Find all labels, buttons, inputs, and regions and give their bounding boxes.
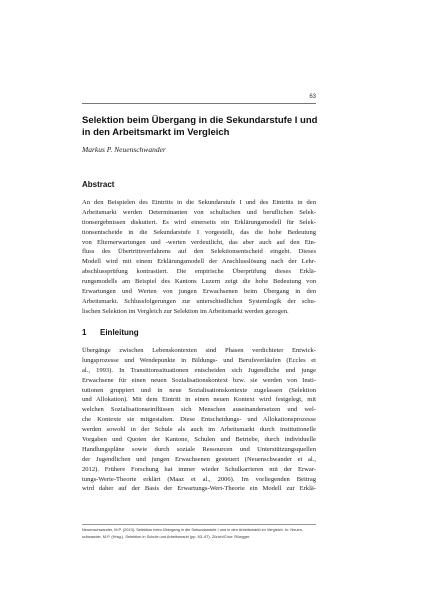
text-line: Handlungspläne sowie durch soziale Ressourcen und Unterstützungsquellen	[82, 445, 316, 453]
text-line: abschlussprüfung kontrastiert. Die empirische Überprüfung dieses Erklä-	[82, 268, 316, 276]
text-line: und Allokation). Mit dem Eintritt in einen neuen Kontext wird festgelegt, mit	[82, 396, 316, 404]
footnote-rule	[82, 524, 316, 525]
text-line: werden sowohl in der Schule als auch im Arbeitsmarkt durch institutionelle	[82, 426, 316, 434]
text-line: An den Beispielen des Eintritts in die Sekundarstufe I und des Eintritts in den	[82, 199, 316, 206]
text-line: lungsprozesse und Wendepunkte in Bildungs- und Berufsverläufen (Eccles et	[82, 356, 316, 364]
abstract-heading: Abstract	[82, 180, 115, 189]
title-line: in den Arbeitsmarkt im Vergleich	[82, 127, 230, 138]
text-line: Erwartungen und Werten von jungen Erwachsenen beim Übergang in den	[82, 288, 316, 296]
text-line: tutionen gruppiert und in neue Sozialisationskontexte zugelassen (Selektion	[82, 386, 316, 394]
text-line: tionsergebnissen diskutiert. Es wird einerseits ein Erklärungsmodell für Selek-	[82, 218, 316, 226]
section-number: 1	[82, 328, 87, 337]
text-line: Erwachsene für einen neuen Sozialisationskontext bzw. sie werden von Insti-	[82, 376, 316, 384]
text-line: Arbeitsmarkt. Schlussfolgerungen zur unterschiedlichen Systemlogik der schu-	[82, 297, 316, 305]
abstract-body	[82, 198, 316, 317]
text-line: che Kontexte sie mitgestalten. Diese Entscheidungs- und Allokationsprozesse	[82, 416, 316, 424]
text-line: wird daher auf der Basis der Erwartungs-Wert-Theorie ein Modell zur Erklä-	[82, 485, 316, 493]
title-line: Selektion beim Übergang in die Sekundarstufe I und	[82, 115, 318, 126]
footnote-line: schwander, M.P. (Hrsg.). Selektion in Schule und Arbeitsmarkt (pp. 63–97). Zürich/Chur: Rüegger.	[82, 533, 251, 539]
text-line: al., 1993). In Transitionssituationen entscheiden sich Jugendliche und junge	[82, 366, 316, 374]
text-line: lischen Selektion im Vergleich zur Selektion im Arbeitsmarkt werden gezogen.	[82, 307, 289, 315]
text-line: welchen Sozialisationseinflüssen sich Menschen auseinandersetzen und wel-	[82, 406, 316, 414]
text-line: 2012). Frühere Forschung hat immer wieder Schulkarrieren mit der Erwar-	[82, 465, 316, 473]
article-title	[82, 115, 322, 139]
author-name: Markus P. Neuenschwander	[82, 145, 166, 154]
section-heading	[82, 328, 139, 337]
section-title: Einleitung	[100, 328, 139, 337]
text-line: tungs-Werte-Theorie erklärt (Maaz et al., 2006). Im vorliegenden Beitrag	[82, 475, 316, 483]
text-line: Arbeitsmarkt werden Determinanten von schulischen und beruflichen Selek-	[82, 208, 316, 216]
text-line: Modell wird mit einem Erklärungsmodell der Anschlusslösung nach der Lehr-	[82, 258, 316, 266]
text-line: von Elternerwartungen und -werten verdeutlicht, das aber auch auf den Ein-	[82, 238, 316, 246]
header-rule	[82, 103, 316, 104]
text-line: tionsentscheide in die Sekundarstufe I vorgestellt, das die hohe Bedeutung	[82, 228, 316, 236]
text-line: rungsmodells am Beispiel des Kantons Luzern zeigt die hohe Bedeutung von	[82, 278, 316, 286]
text-line: fluss des Übertrittsverfahrens auf den Selektionsentscheid eingeht. Dieses	[82, 248, 316, 256]
footnote-line: Neuenschwander, M.P. (2013). Selektion beim Übergang in die Sekundarstufe I und in den Arbeitsmarkt im Vergleich. In: Neuen-	[82, 527, 304, 532]
text-line: Übergänge zwischen Lebenskontexten sind Phasen verdichteter Entwick-	[82, 347, 316, 354]
page-number: 63	[309, 94, 316, 100]
introduction-body	[82, 346, 316, 494]
citation-footnote	[82, 527, 316, 540]
text-line: Vorgaben und Quoten der Kantone, Schulen und Betriebe, durch individuelle	[82, 436, 316, 444]
text-line: der Jugendlichen und jungen Erwachsenen gesteuert (Neuenschwander et al.,	[82, 455, 316, 463]
